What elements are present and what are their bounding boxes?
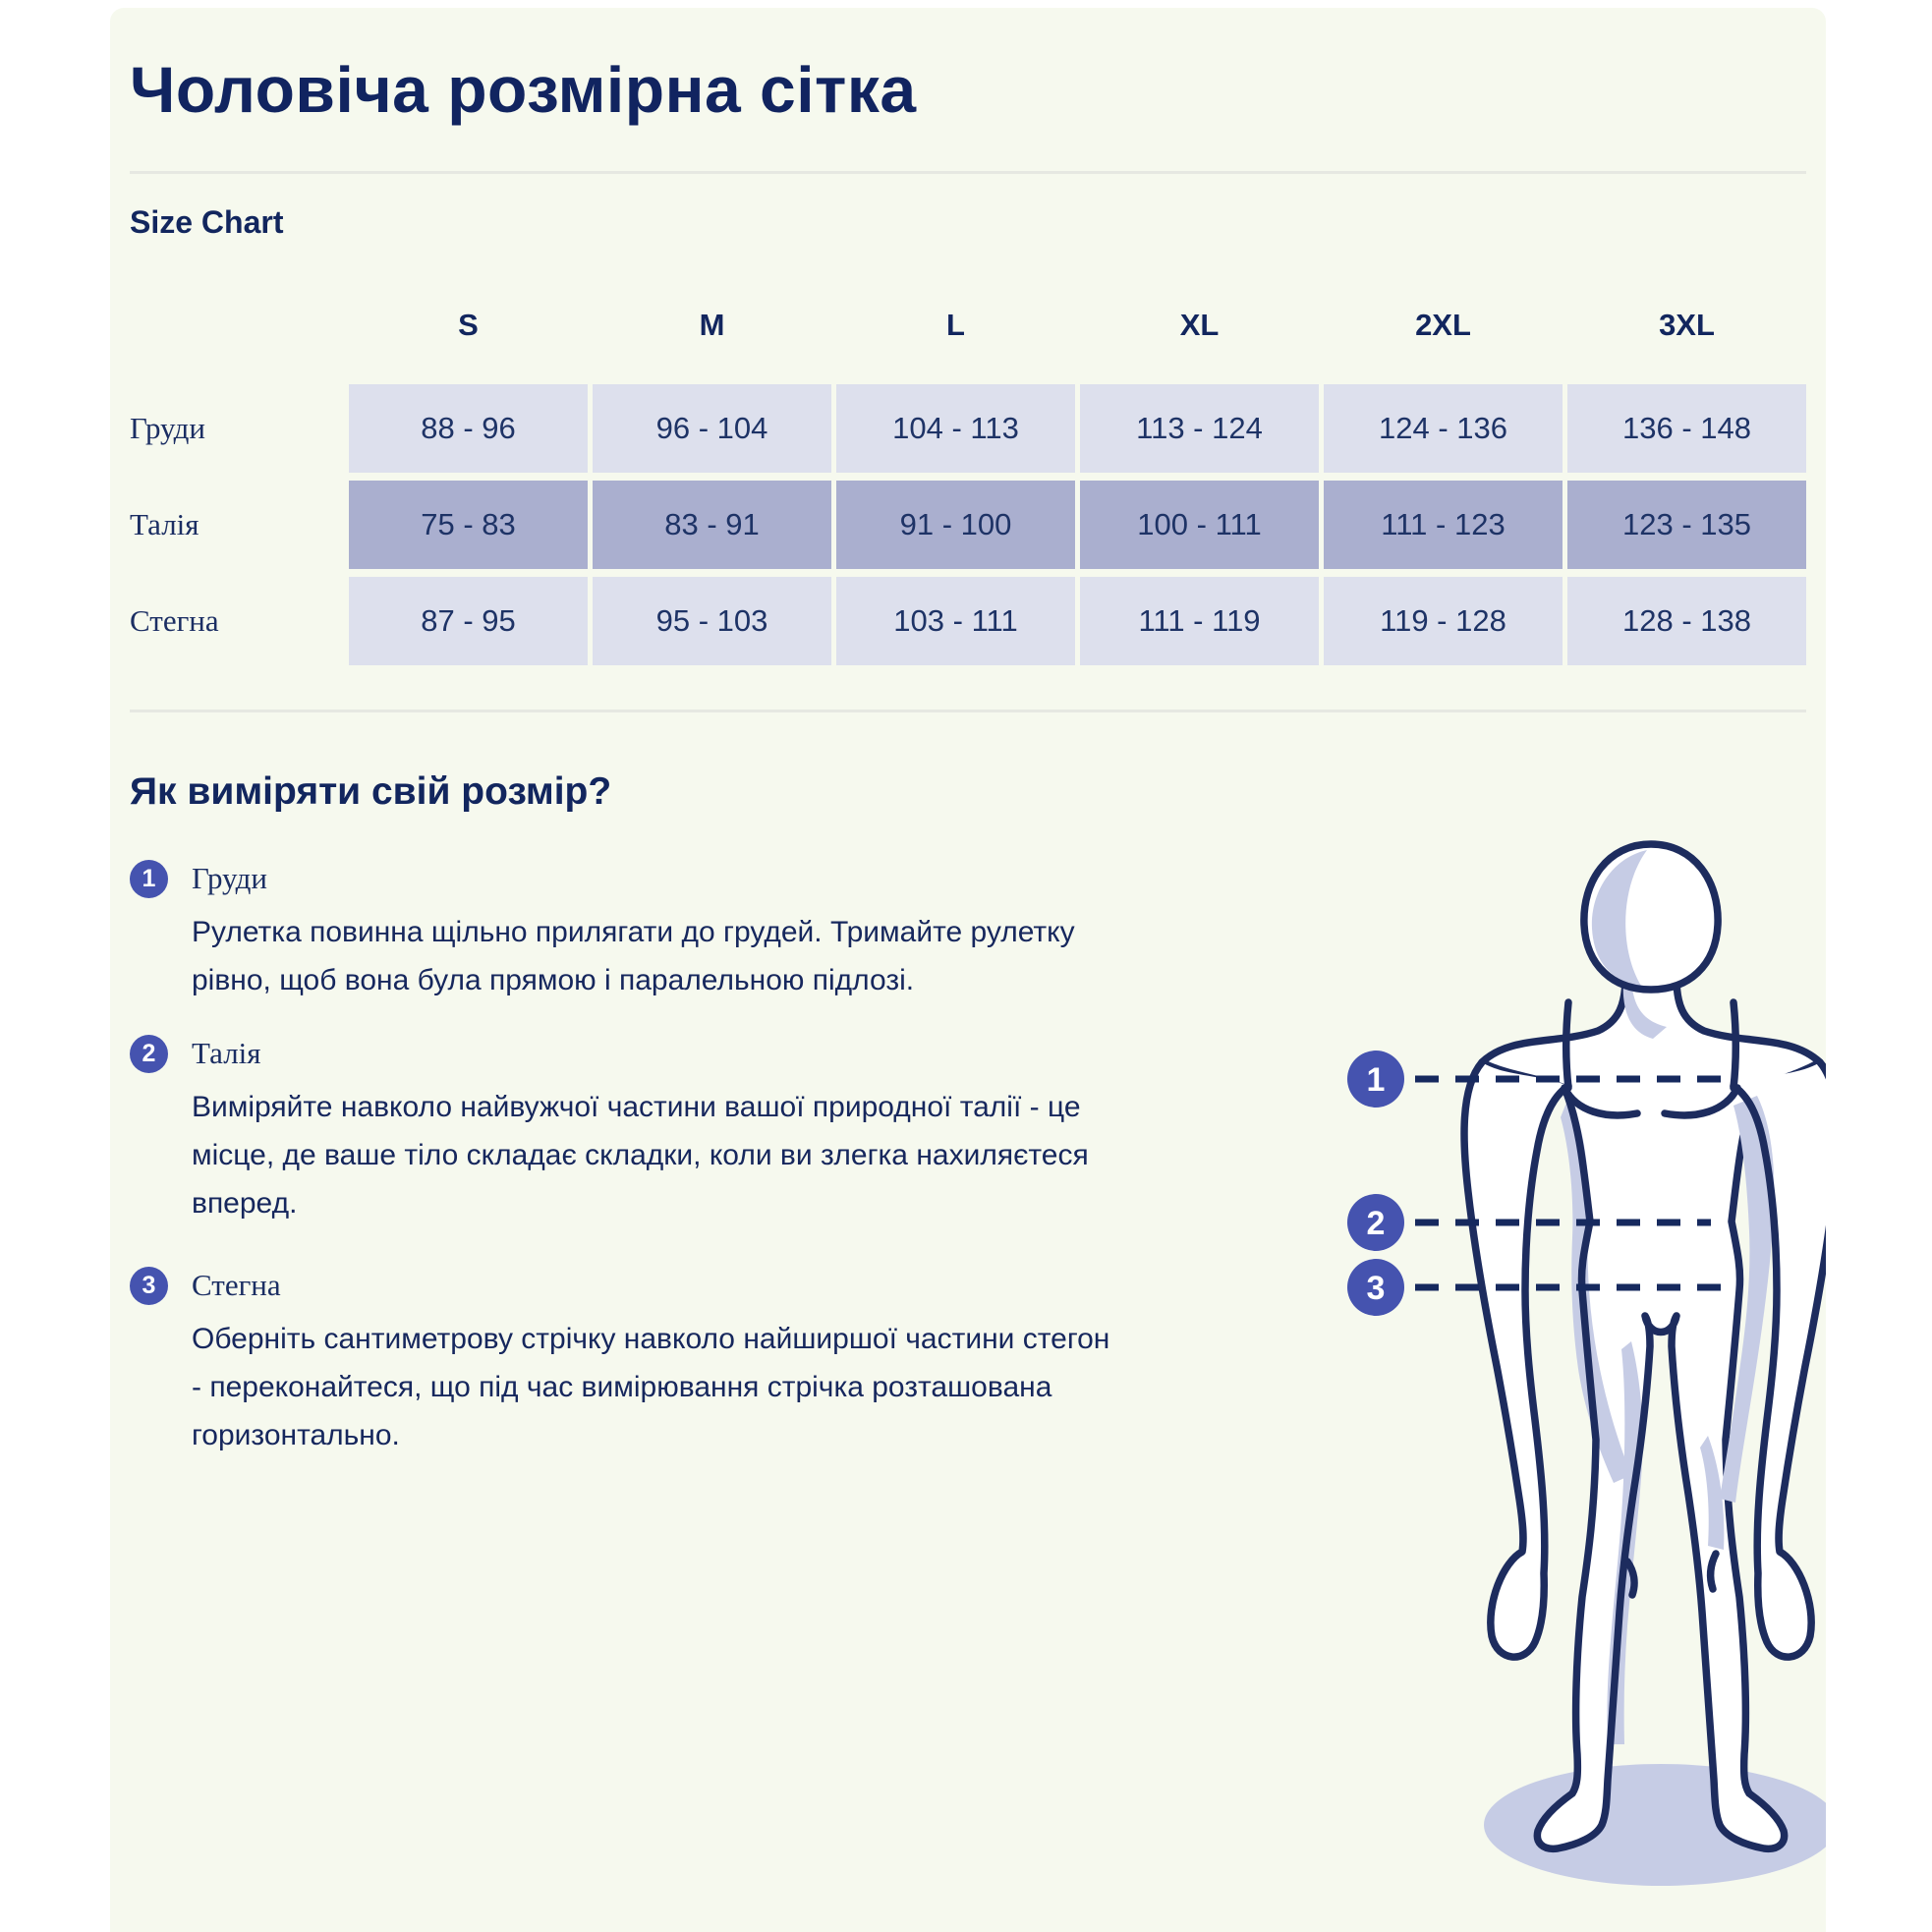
instruction-item-head <box>130 1034 1260 1073</box>
number-badge-1: 1 <box>130 860 168 898</box>
header-corner-cell <box>130 297 344 354</box>
size-cell: 100 - 111 <box>1080 481 1319 569</box>
instruction-text-chest <box>192 908 1260 1004</box>
size-cell: 119 - 128 <box>1324 577 1563 665</box>
text-line: вперед. <box>192 1187 298 1220</box>
armpit-line-left <box>1566 1002 1568 1088</box>
number-badge-3: 3 <box>130 1267 168 1305</box>
size-cell: 83 - 91 <box>593 481 831 569</box>
size-cell: 104 - 113 <box>836 384 1075 473</box>
instruction-item-chest <box>130 859 1260 1004</box>
text-line: - переконайтеся, що під час вимірювання стрічка розташована <box>192 1371 1052 1403</box>
figure-badge-1-label: 1 <box>1366 1061 1386 1099</box>
number-badge-2: 2 <box>130 1035 168 1073</box>
row-label-hips: Стегна <box>130 603 219 638</box>
size-cell: 87 - 95 <box>349 577 588 665</box>
column-header-l: L <box>946 308 965 342</box>
table-row-hips <box>130 577 1806 665</box>
instruction-item-head <box>130 859 1260 898</box>
instruction-text-hips <box>192 1315 1260 1459</box>
size-cell: 111 - 123 <box>1324 481 1563 569</box>
instruction-item-head <box>130 1266 1260 1305</box>
size-cell: 88 - 96 <box>349 384 588 473</box>
table-row-waist <box>130 481 1806 569</box>
armpit-line-right <box>1733 1002 1735 1088</box>
table-row-chest <box>130 384 1806 473</box>
mannequin-illustration <box>1336 830 1826 1923</box>
body-measurement-figure <box>1336 830 1826 1923</box>
size-chart-heading: Size Chart <box>130 204 284 240</box>
text-line: місце, де ваше тіло складає складки, коли ви злегка нахиляєтеся <box>192 1139 1089 1171</box>
column-header-s: S <box>458 308 479 342</box>
instruction-item-hips <box>130 1266 1260 1459</box>
instruction-text-waist <box>192 1083 1260 1227</box>
size-cell: 111 - 119 <box>1080 577 1319 665</box>
divider-top <box>130 171 1806 174</box>
figure-badge-2-label: 2 <box>1366 1205 1386 1242</box>
text-line: Виміряйте навколо найвужчої частини вашої природної талії - це <box>192 1091 1081 1123</box>
column-header-xl: XL <box>1179 308 1220 342</box>
size-guide-page <box>110 8 1826 1932</box>
divider-middle <box>130 710 1806 712</box>
size-cell: 124 - 136 <box>1324 384 1563 473</box>
size-cell: 96 - 104 <box>593 384 831 473</box>
section-heading: Як виміряти свій розмір? <box>130 770 612 813</box>
instruction-label-chest: Груди <box>192 861 267 895</box>
instruction-label-waist: Талія <box>192 1036 261 1070</box>
size-cell: 113 - 124 <box>1080 384 1319 473</box>
column-header-m: M <box>699 308 725 342</box>
instruction-label-hips: Стегна <box>192 1268 281 1302</box>
figure-badge-3-label: 3 <box>1366 1270 1386 1307</box>
size-cell: 95 - 103 <box>593 577 831 665</box>
size-table-body <box>130 384 1806 665</box>
column-header-3xl: 3XL <box>1659 308 1715 342</box>
size-table-header-row <box>130 297 1806 354</box>
left-arm <box>1464 1062 1568 1657</box>
size-cell: 75 - 83 <box>349 481 588 569</box>
text-line: Оберніть сантиметрову стрічку навколо найширшої частини стегон <box>192 1323 1110 1355</box>
size-cell: 136 - 148 <box>1567 384 1806 473</box>
text-line: рівно, щоб вона була прямою і паралельною підлозі. <box>192 964 915 996</box>
size-cell: 123 - 135 <box>1567 481 1806 569</box>
size-table <box>130 297 1806 665</box>
page-title: Чоловіча розмірна сітка <box>130 53 917 126</box>
row-label-chest: Груди <box>130 411 205 445</box>
instruction-item-waist <box>130 1034 1260 1227</box>
text-line: Рулетка повинна щільно прилягати до грудей. Тримайте рулетку <box>192 916 1075 948</box>
row-label-waist: Талія <box>130 507 199 541</box>
column-header-2xl: 2XL <box>1415 308 1471 342</box>
size-cell: 128 - 138 <box>1567 577 1806 665</box>
size-cell: 103 - 111 <box>836 577 1075 665</box>
size-cell: 91 - 100 <box>836 481 1075 569</box>
text-line: горизонтально. <box>192 1419 400 1451</box>
